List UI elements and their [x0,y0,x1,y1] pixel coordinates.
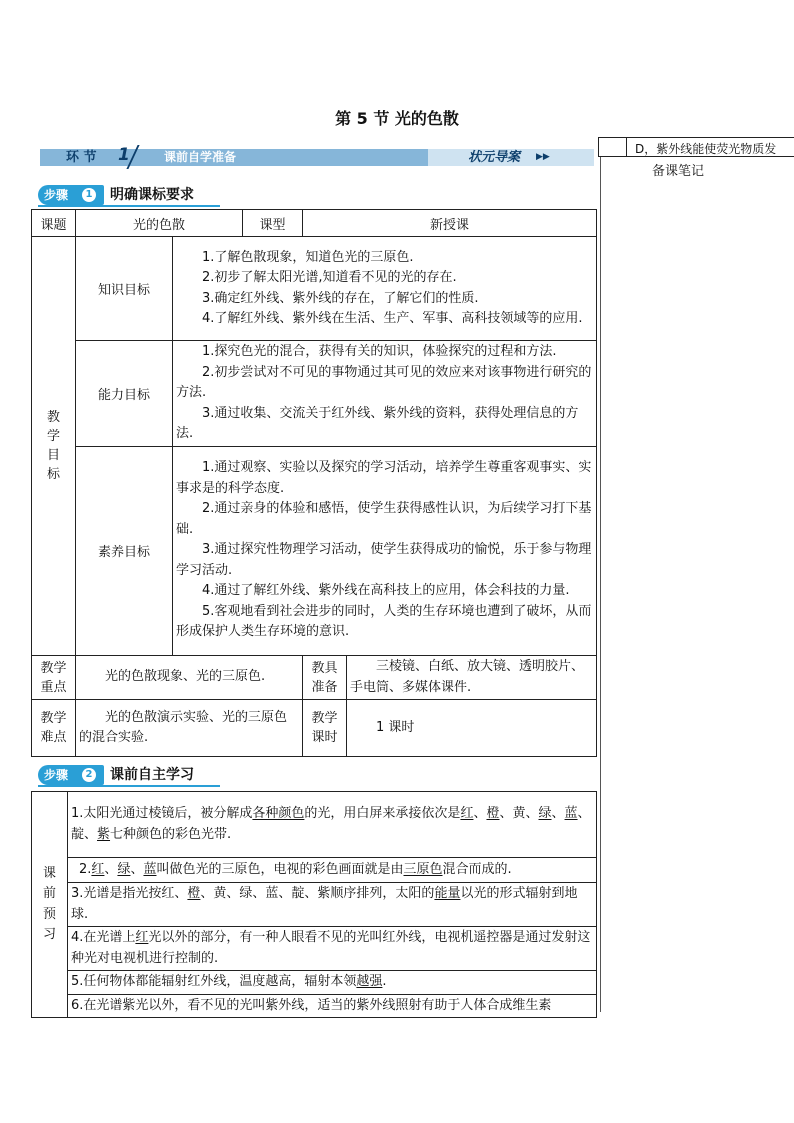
knowledge-goals: 1.了解色散现象，知道色光的三原色. 2.初步了解太阳光谱,知道看不见的光的存在. 3.确定红外线、紫外线的存在，了解它们的性质. 4.了解红外线、紫外线在生活、生产、军事、高科技领域等的应用. [173,237,597,341]
step2-header [38,765,238,785]
side-note-text: D，紫外线能使荧光物质发 [635,142,777,156]
section-banner [40,145,594,166]
difficult-label: 教学 难点 [32,700,76,757]
preview-item-5: 5.任何物体都能辐射红外线，温度越高，辐射本领越强. [68,971,597,995]
preview-item-1: 1.太阳光通过棱镜后，被分解成各种颜色的光，用白屏来承接依次是红、橙、黄、绿、蓝、靛、紫七种颜色的彩色光带. [68,792,597,858]
preview-item-6: 6.在光谱紫光以外，看不见的光叫紫外线，适当的紫外线照射有助于人体合成维生素 [68,994,597,1018]
preview-table [31,791,597,1018]
step1-header [38,185,238,205]
key-label: 教学 重点 [32,656,76,700]
ability-goals: 1.探究色光的混合，获得有关的知识，体验探究的过程和方法. 2.初步尝试对不可见的事物通过其可见的效应来对该事物进行研究的方法. 3.通过收集、交流关于红外线、紫外线的资料，获得处理信息的方法. [173,341,597,447]
side-divider [600,157,601,1012]
step1-number: 1 [82,188,96,202]
step2-title: 课前自主学习 [110,767,194,783]
topic-header: 课题 [32,210,76,237]
step1-tag: 步骤 [38,185,104,205]
step2-number: 2 [82,768,96,782]
tools-label: 教具 准备 [303,656,347,700]
tools-value: 三棱镜、白纸、放大镜、透明胶片、手电筒、多媒体课件. [347,656,597,700]
preview-item-2: 2.红、绿、蓝叫做色光的三原色，电视的彩色画面就是由三原色混合而成的. [68,858,597,883]
preview-label: 课 前 预 习 [32,792,68,1018]
type-value: 新授课 [303,210,597,237]
double-arrow-icon: ▶▶ [536,152,550,162]
step2-tag: 步骤 [38,765,104,785]
type-header: 课型 [243,210,303,237]
notes-label: 备课笔记 [652,164,705,179]
banner-subtitle: 课前自学准备 [164,150,237,164]
banner-number: 1 [118,145,130,165]
hours-label: 教学 课时 [303,700,347,757]
literacy-label: 素养目标 [76,446,173,655]
literacy-goals: 1.通过观察、实验以及探究的学习活动，培养学生尊重客观事实、实事求是的科学态度. 2.通过亲身的体验和感悟，使学生获得感性认识，为后续学习打下基础. 3.通过探究性物理学习活动，使学生获得成功的愉悦，乐于参与物理学习活动. 4.通过了解红外线、紫外线在高科技上的应用，体会科技的力量. 5.客观地看到社会进步的同时，人类的生存环境也遭到了破坏，从而形成保护人类生存环境的意识. [173,446,597,655]
banner-guide: 状元导案 [468,150,521,165]
page-title: 第 5 节 光的色散 [335,109,459,128]
lesson-plan-table [31,209,597,656]
banner-label: 环 节 [66,150,97,165]
ability-label: 能力目标 [76,341,173,447]
step1-title: 明确课标要求 [110,187,194,203]
knowledge-label: 知识目标 [76,237,173,341]
goals-label: 教 学 目 标 [32,237,76,656]
topic-value: 光的色散 [76,210,243,237]
preview-item-4: 4.在光谱上红光以外的部分，有一种人眼看不见的光叫红外线，电视机遥控器是通过发射这种光对电视机进行控制的. [68,927,597,971]
lesson-plan-table-bottom [31,655,597,757]
hours-value: 1 课时 [347,700,597,757]
difficult-points: 光的色散演示实验、光的三原色的混合实验. [76,700,303,757]
key-points: 光的色散现象、光的三原色. [76,656,303,700]
side-note-box [598,137,794,157]
preview-item-3: 3.光谱是指光按红、橙、黄、绿、蓝、靛、紫顺序排列，太阳的能量以光的形式辐射到地球. [68,883,597,927]
